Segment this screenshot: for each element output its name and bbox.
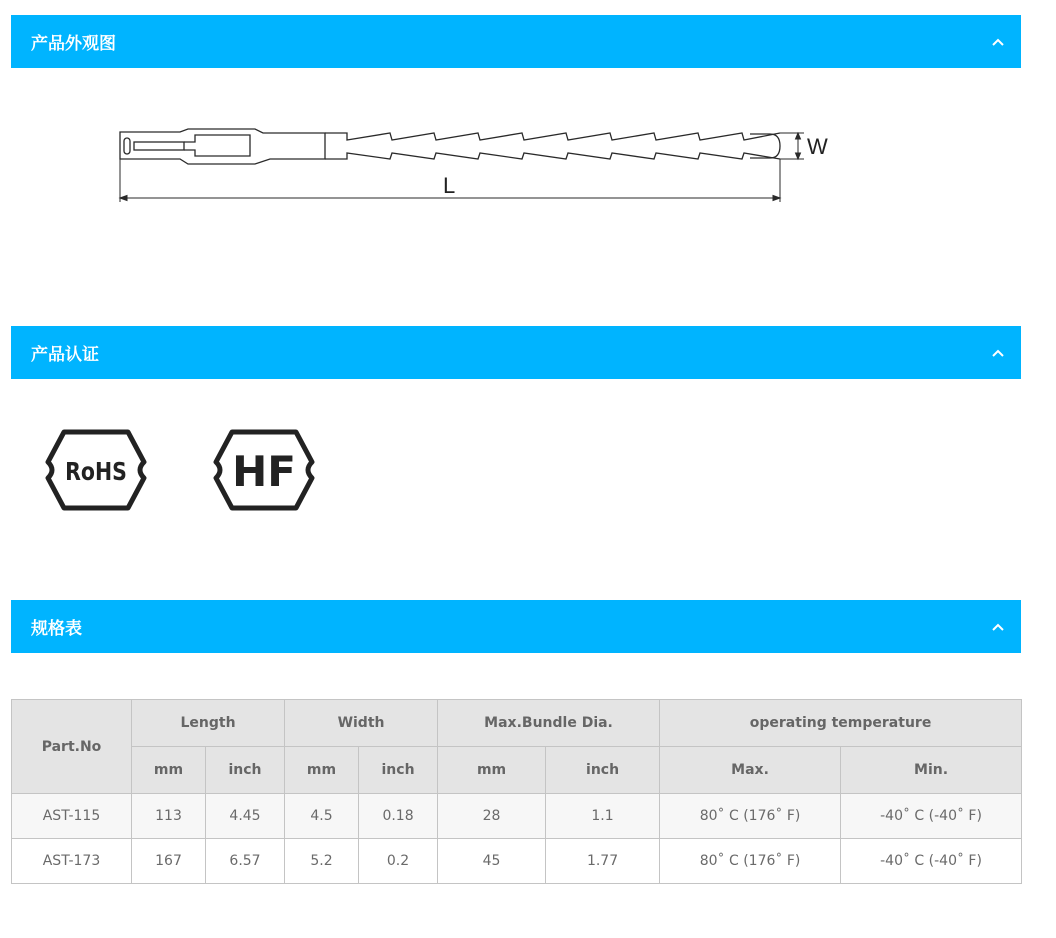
table-row (12, 794, 1022, 839)
section-header-appearance[interactable] (11, 15, 1021, 68)
cell-bundle-inch: 1.1 (546, 794, 660, 839)
rohs-text: RoHS (65, 458, 127, 487)
hf-badge-icon (212, 428, 316, 517)
section-title-appearance: 产品外观图 (31, 34, 116, 54)
rohs-badge-icon (44, 428, 148, 517)
cell-width-inch: 0.18 (359, 794, 438, 839)
cell-temp-max: 80˚ C (176˚ F) (660, 839, 841, 884)
spec-table (11, 699, 1022, 884)
cell-length-mm: 113 (132, 794, 206, 839)
header-part-no: Part.No (12, 700, 132, 794)
dimension-w-label: W (807, 134, 828, 159)
cell-bundle-inch: 1.77 (546, 839, 660, 884)
cell-width-mm: 4.5 (285, 794, 359, 839)
cell-part-no: AST-173 (12, 839, 132, 884)
section-title-spec: 规格表 (31, 619, 82, 639)
cell-bundle-mm: 28 (438, 794, 546, 839)
dimension-l-label: L (443, 173, 456, 198)
cell-width-inch: 0.2 (359, 839, 438, 884)
header-temp-min: Min. (841, 747, 1022, 794)
cell-bundle-mm: 45 (438, 839, 546, 884)
hf-text: HF (232, 447, 296, 496)
header-operating-temperature: operating temperature (660, 700, 1022, 747)
header-length: Length (132, 700, 285, 747)
cell-length-inch: 4.45 (206, 794, 285, 839)
section-header-certification[interactable] (11, 326, 1021, 379)
header-width-mm: mm (285, 747, 359, 794)
cell-part-no: AST-115 (12, 794, 132, 839)
header-length-mm: mm (132, 747, 206, 794)
chevron-up-icon[interactable] (991, 620, 1005, 634)
table-row (12, 839, 1022, 884)
cable-tie-drawing (110, 118, 850, 213)
cell-width-mm: 5.2 (285, 839, 359, 884)
cell-temp-min: -40˚ C (-40˚ F) (841, 839, 1022, 884)
header-length-inch: inch (206, 747, 285, 794)
header-temp-max: Max. (660, 747, 841, 794)
cell-temp-max: 80˚ C (176˚ F) (660, 794, 841, 839)
header-width: Width (285, 700, 438, 747)
cell-length-inch: 6.57 (206, 839, 285, 884)
header-width-inch: inch (359, 747, 438, 794)
cell-length-mm: 167 (132, 839, 206, 884)
header-bundle-dia: Max.Bundle Dia. (438, 700, 660, 747)
chevron-up-icon[interactable] (991, 346, 1005, 360)
section-header-spec[interactable] (11, 600, 1021, 653)
header-bundle-inch: inch (546, 747, 660, 794)
chevron-up-icon[interactable] (991, 35, 1005, 49)
cell-temp-min: -40˚ C (-40˚ F) (841, 794, 1022, 839)
header-bundle-mm: mm (438, 747, 546, 794)
section-title-certification: 产品认证 (31, 345, 99, 365)
